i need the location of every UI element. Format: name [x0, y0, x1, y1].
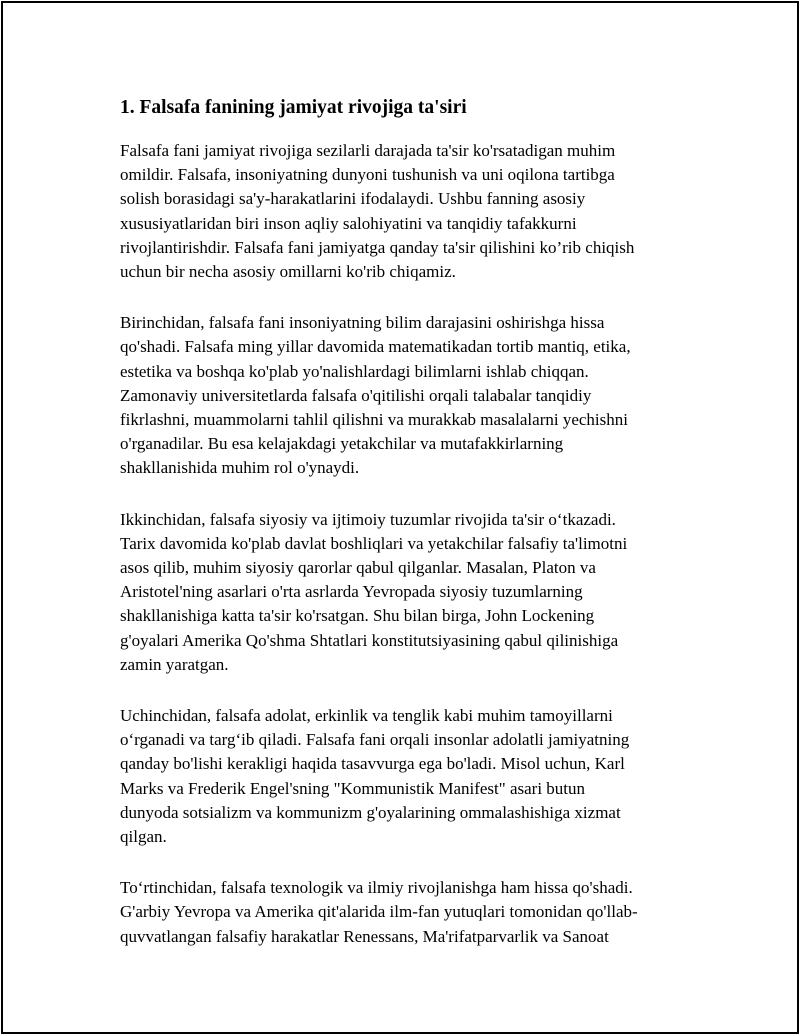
text-line: Birinchidan, falsafa fani insoniyatning bilim darajasini oshirishga hissa: [120, 313, 605, 333]
text-line: quvvatlangan falsafiy harakatlar Renessans, Ma'rifatparvarlik va Sanoat: [120, 926, 609, 946]
text-line: qo'shadi. Falsafa ming yillar davomida matematikadan tortib mantiq, etika,: [120, 337, 631, 357]
text-line: dunyoda sotsializm va kommunizm g'oyalarining ommalashishiga xizmat: [120, 802, 621, 822]
text-line: estetika va boshqa ko'plab yo'nalishlardagi bilimlarni ishlab chiqqan.: [120, 361, 589, 381]
text-line: Falsafa fani jamiyat rivojiga sezilarli darajada ta'sir ko'rsatadigan muhim: [120, 141, 616, 160]
page-frame: [1, 1, 799, 1034]
text-line: Marks va Frederik Engel'sning "Kommunistik Manifest" asari butun: [120, 778, 586, 798]
text-line: G'arbiy Yevropa va Amerika qit'alarida ilm-fan yutuqlari tomonidan qo'llab-: [120, 902, 638, 922]
document-body: [120, 94, 705, 976]
text-line: uchun bir necha asosiy omillarni ko'rib chiqamiz.: [120, 262, 456, 282]
text-line: g'oyalari Amerika Qo'shma Shtatlari konstitutsiyasining qabul qilinishiga: [120, 630, 619, 650]
text-line: zamin yaratgan.: [120, 654, 229, 674]
text-line: o‘rganadi va targ‘ib qiladi. Falsafa fani orqali insonlar adolatli jamiyatning: [120, 730, 630, 750]
text-line: qilgan.: [120, 827, 167, 847]
text-line: Tarix davomida ko'plab davlat boshliqlari va yetakchilar falsafiy ta'limotni: [120, 533, 628, 553]
text-line: o'rganadilar. Bu esa kelajakdagi yetakchilar va mutafakkirlarning: [120, 434, 564, 454]
paragraph-second: [120, 508, 705, 677]
text-line: Aristotel'ning asarlari o'rta asrlarda Yevropada siyosiy tuzumlarning: [120, 582, 583, 602]
text-line: Zamonaviy universitetlarda falsafa o'qitilishi orqali talabalar tanqidiy: [120, 385, 592, 405]
text-line: qanday bo'lishi kerakligi haqida tasavvurga ega bo'ladi. Misol uchun, Karl: [120, 754, 625, 774]
paragraph-first: [120, 311, 705, 480]
text-line: xususiyatlaridan biri inson aqliy salohiyatini va tanqidiy tafakkurni: [120, 213, 577, 233]
text-line: To‘rtinchidan, falsafa texnologik va ilmiy rivojlanishga ham hissa qo'shadi.: [120, 878, 633, 898]
document-title: 1. Falsafa fanining jamiyat rivojiga ta'siri: [120, 97, 467, 118]
paragraph-third: [120, 704, 705, 849]
paragraph-intro: [120, 139, 705, 284]
text-line: shakllanishida muhim rol o'ynaydi.: [120, 458, 360, 478]
text-line: Ikkinchidan, falsafa siyosiy va ijtimoiy tuzumlar rivojida ta'sir o‘tkazadi.: [120, 509, 616, 529]
text-line: fikrlashni, muammolarni tahlil qilishni va murakkab masalalarni yechishni: [120, 410, 628, 430]
text-line: omildir. Falsafa, insoniyatning dunyoni tushunish va uni oqilona tartibga: [120, 165, 615, 185]
text-line: shakllanishiga katta ta'sir ko'rsatgan. Shu bilan birga, John Lockening: [120, 606, 595, 626]
text-line: rivojlantirishdir. Falsafa fani jamiyatga qanday ta'sir qilishini ko’rib chiqish: [120, 237, 635, 257]
text-line: asos qilib, muhim siyosiy qarorlar qabul qilganlar. Masalan, Platon va: [120, 558, 596, 578]
text-line: solish borasidagi sa'y-harakatlarini ifodalaydi. Ushbu fanning asosiy: [120, 189, 586, 209]
text-line: Uchinchidan, falsafa adolat, erkinlik va tenglik kabi muhim tamoyillarni: [120, 706, 613, 726]
paragraph-fourth: [120, 876, 705, 949]
